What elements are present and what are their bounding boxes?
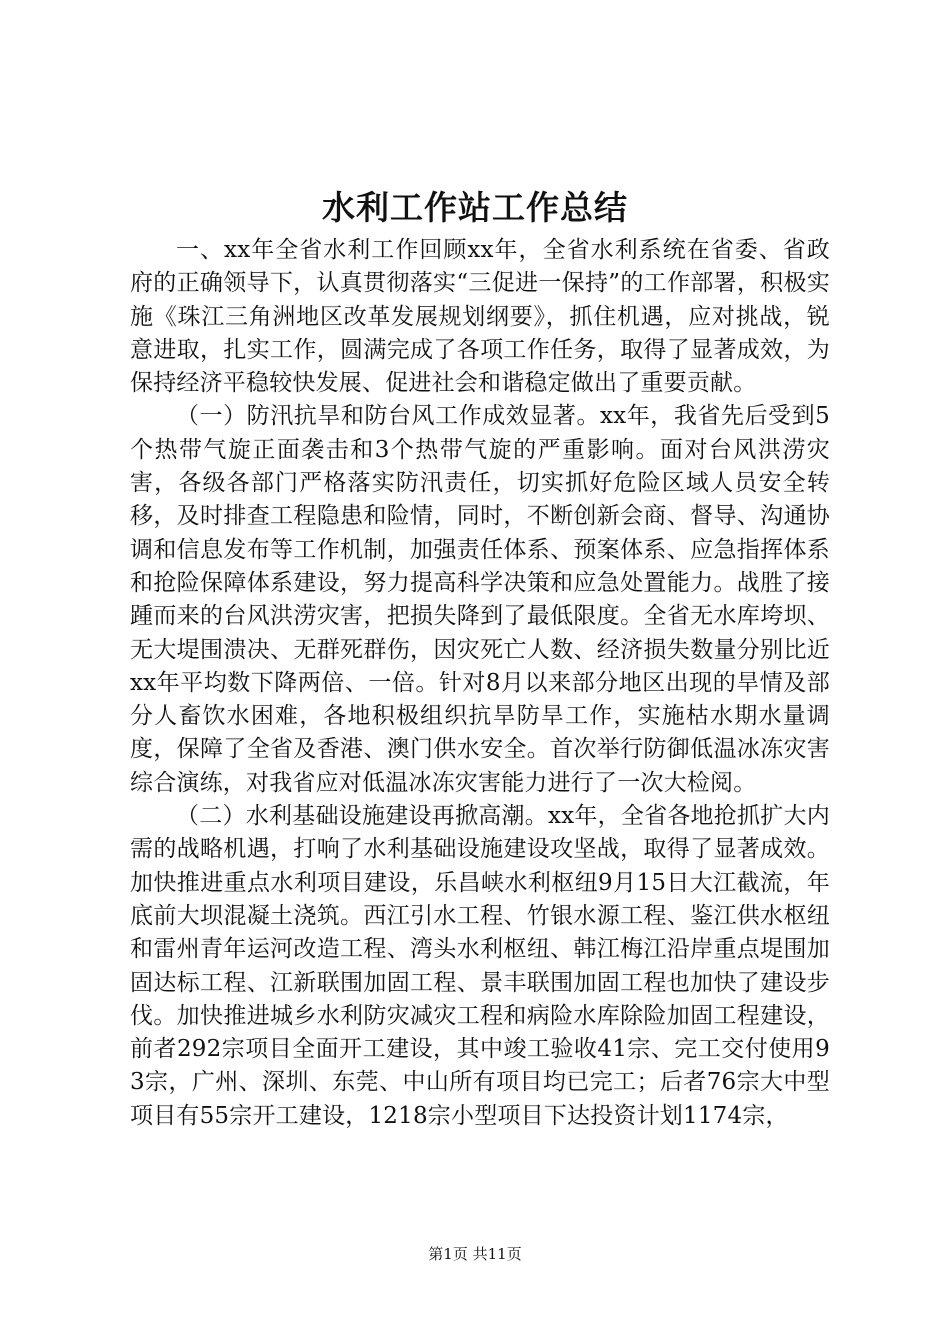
document-body: [130, 234, 830, 1133]
paragraph-flood-control: （一）防汛抗旱和防台风工作成效显著。xx年，我省先后受到5个热带气旋正面袭击和3个热带气旋的严重影响。面对台风洪涝灾害，各级各部门严格落实防汛责任，切实抓好危险区域人员安全转移，及时排查工程隐患和险情，同时，不断创新会商、督导、沟通协调和信息发布等工作机制，加强责任体系、预案体系、应急指挥体系和抢险保障体系建设，努力提高科学决策和应急处置能力。战胜了接踵而来的台风洪涝灾害，把损失降到了最低限度。全省无水库垮坝、无大堤围溃决、无群死群伤，因灾死亡人数、经济损失数量分别比近xx年平均数下降两倍、一倍。针对8月以来部分地区出现的旱情及部分人畜饮水困难，各地积极组织抗旱防旱工作，实施枯水期水量调度，保障了全省及香港、澳门供水安全。首次举行防御低温冰冻灾害综合演练，对我省应对低温冰冻灾害能力进行了一次大检阅。: [130, 403, 830, 796]
paragraph-water-review: 一、xx年全省水利工作回顾xx年，全省水利系统在省委、省政府的正确领导下，认真贯彻落实“三促进一保持”的工作部署，积极实施《珠江三角洲地区改革发展规划纲要》，抓住机遇，应对挑战，锐意进取，扎实工作，圆满完成了各项工作任务，取得了显著成效，为保持经济平稳较快发展、促进社会和谐稳定做出了重要贡献。: [130, 237, 830, 397]
paragraph-infrastructure: （二）水利基础设施建设再掀高潮。xx年，全省各地抢抓扩大内需的战略机遇，打响了水利基础设施建设攻坚战，取得了显著成效。加快推进重点水利项目建设，乐昌峡水利枢纽9月15日大江截流，年底前大坝混凝土浇筑。西江引水工程、竹银水源工程、鉴江供水枢纽和雷州青年运河改造工程、湾头水利枢纽、韩江梅江沿岸重点堤围加固达标工程、江新联围加固工程、景丰联围加固工程也加快了建设步伐。加快推进城乡水利防灾减灾工程和病险水库除险加固工程建设，前者292宗项目全面开工建设，其中竣工验收41宗、完工交付使用93宗，广州、深圳、东莞、中山所有项目均已完工；后者76宗大中型项目有55宗开工建设，1218宗小型项目下达投资计划1174宗，: [130, 803, 830, 1129]
page-number-footer: 第1页 共11页: [428, 1245, 522, 1263]
document-title: 水利工作站工作总结: [322, 188, 628, 227]
